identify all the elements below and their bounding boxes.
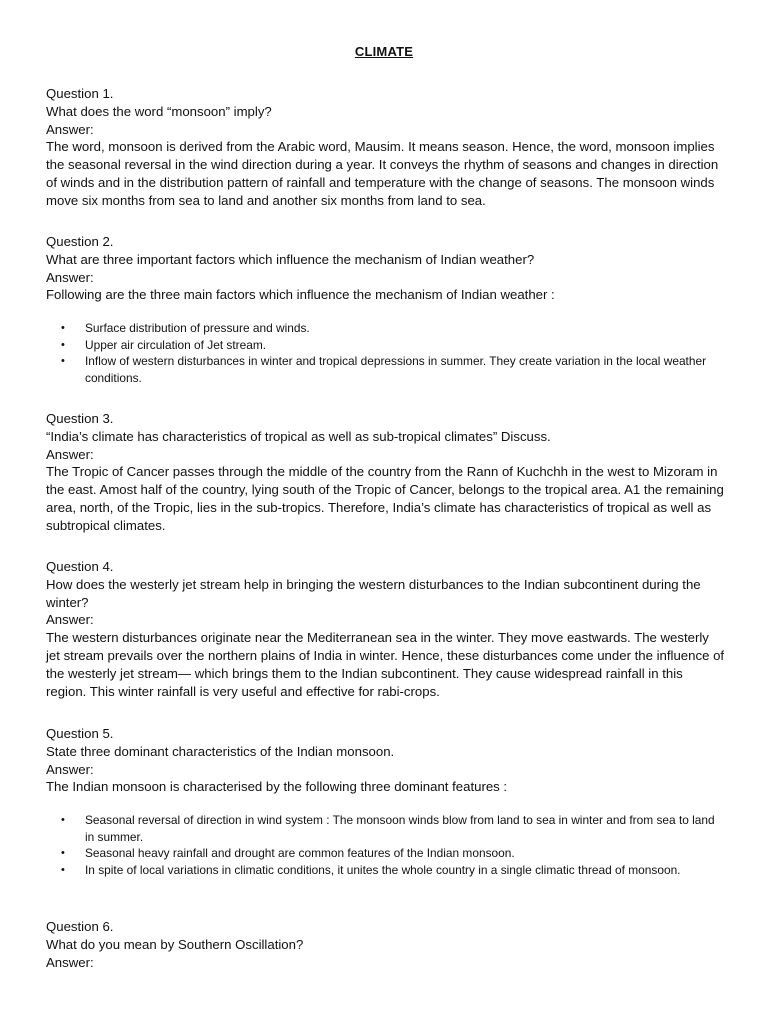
bullet-icon: • bbox=[61, 355, 65, 368]
question-label: Question 2. bbox=[46, 234, 114, 249]
question-label: Question 4. bbox=[46, 559, 114, 574]
question-block-5 bbox=[46, 725, 726, 878]
question-text: “India’s climate has characteristics of tropical as well as sub-tropical climates” Discuss. bbox=[46, 428, 551, 444]
page-title: CLIMATE bbox=[354, 44, 414, 59]
question-block-4 bbox=[46, 558, 726, 700]
bullet-icon: • bbox=[61, 863, 65, 876]
bullet-icon: • bbox=[61, 322, 65, 335]
bullet-list bbox=[46, 812, 726, 878]
bullet-icon: • bbox=[61, 338, 65, 351]
question-text: What are three important factors which influence the mechanism of Indian weather? bbox=[46, 251, 535, 267]
question-label: Question 3. bbox=[46, 411, 114, 426]
list-item-text: Inflow of western disturbances in winter and tropical depressions in summer. They create variation in the local weather conditions. bbox=[85, 354, 707, 385]
question-label: Question 5. bbox=[46, 726, 114, 741]
answer-text: Following are the three main factors which influence the mechanism of Indian weather : bbox=[46, 287, 555, 303]
list-item bbox=[61, 320, 726, 337]
bullet-list bbox=[46, 320, 726, 386]
answer-label: Answer: bbox=[46, 761, 94, 777]
answer-text: The Indian monsoon is characterised by the following three dominant features : bbox=[46, 779, 508, 795]
question-text: What does the word “monsoon” imply? bbox=[46, 103, 272, 119]
question-block-2 bbox=[46, 233, 726, 386]
answer-text: The Tropic of Cancer passes through the middle of the country from the Rann of Kuchchh in the west to Mizoram in the east. Amost half of the country, lying south of the Tropic of Cancer, belongs to the tropical area. A1 the remaining area, north, of the Tropic, lies in the sub-tropics. Therefore, India’s climate has characteristics of tropical as well as subtropical climates. bbox=[46, 464, 724, 533]
list-item-text: Surface distribution of pressure and winds. bbox=[85, 321, 310, 336]
question-block-1 bbox=[46, 85, 726, 210]
bullet-icon: • bbox=[61, 814, 65, 827]
list-item-text: Seasonal reversal of direction in wind system : The monsoon winds blow from land to sea in winter and from sea to land in summer. bbox=[85, 813, 715, 844]
answer-text: The western disturbances originate near the Mediterranean sea in the winter. They move eastwards. The westerly jet stream prevails over the northern plains of India in winter. Hence, these disturbances come under the influence of the westerly jet stream— which brings them to the Indian subcontinent. They cause widespread rainfall in this region. This winter rainfall is very useful and effective for rabi-crops. bbox=[46, 630, 725, 699]
list-item bbox=[61, 862, 726, 879]
question-text: How does the westerly jet stream help in bringing the western disturbances to the Indian subcontinent during the winter? bbox=[46, 576, 701, 610]
answer-label: Answer: bbox=[46, 954, 94, 970]
answer-label: Answer: bbox=[46, 446, 94, 462]
answer-label: Answer: bbox=[46, 612, 94, 628]
list-item bbox=[61, 812, 726, 845]
answer-text: The word, monsoon is derived from the Arabic word, Mausim. It means season. Hence, the word, monsoon implies the seasonal reversal in the wind direction during a year. It conveys the rhythm of seasons and changes in direction of winds and in the distribution pattern of rainfall and temperature with the change of seasons. The monsoon winds move six months from sea to land and another six months from land to sea. bbox=[46, 139, 719, 208]
answer-label: Answer: bbox=[46, 121, 94, 137]
question-label: Question 6. bbox=[46, 919, 114, 934]
list-item bbox=[61, 845, 726, 862]
question-text: What do you mean by Southern Oscillation? bbox=[46, 936, 304, 952]
answer-label: Answer: bbox=[46, 269, 94, 285]
list-item bbox=[61, 337, 726, 354]
bullet-icon: • bbox=[61, 847, 65, 860]
list-item-text: In spite of local variations in climatic conditions, it unites the whole country in a single climatic thread of monsoon. bbox=[85, 862, 681, 877]
list-item-text: Seasonal heavy rainfall and drought are common features of the Indian monsoon. bbox=[85, 846, 515, 861]
question-text: State three dominant characteristics of the Indian monsoon. bbox=[46, 743, 395, 759]
question-block-6 bbox=[46, 918, 726, 971]
question-label: Question 1. bbox=[46, 86, 114, 101]
question-block-3 bbox=[46, 410, 726, 535]
list-item-text: Upper air circulation of Jet stream. bbox=[85, 337, 267, 352]
list-item bbox=[61, 353, 726, 386]
